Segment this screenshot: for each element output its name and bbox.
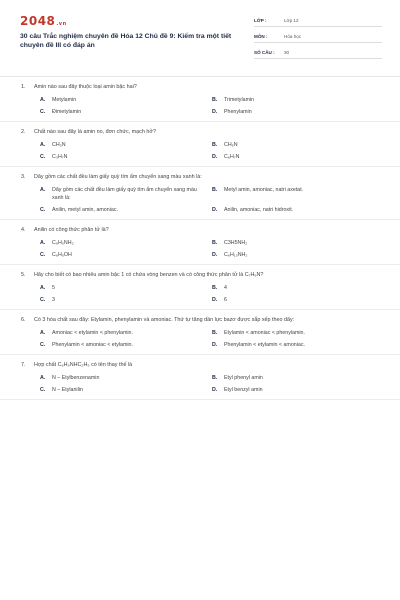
option-text: C₆H₅OH	[52, 252, 72, 258]
question-number: 4.	[21, 227, 26, 233]
option-letter: D.	[212, 154, 218, 160]
meta-value: 30	[284, 50, 290, 55]
option-text: Phenylamin	[224, 109, 252, 115]
option-text: Etyl benzyl amin	[224, 387, 263, 393]
option-text: N – Etylanilin	[52, 387, 83, 393]
option-text: C₆H₁₃NH₂	[224, 252, 248, 258]
option-c[interactable]	[40, 206, 212, 214]
question-item	[0, 220, 400, 265]
option-letter: A.	[40, 285, 46, 291]
option-d[interactable]	[212, 251, 384, 259]
option-b[interactable]	[212, 374, 384, 382]
option-d[interactable]	[212, 206, 384, 214]
option-text: Phenylamin < amoniac < etylamin.	[52, 342, 133, 348]
question-text: 4. Anilin có công thức phân tử là?	[21, 227, 109, 233]
option-letter: D.	[212, 109, 218, 115]
option-a[interactable]	[40, 284, 212, 292]
option-b[interactable]	[212, 186, 384, 202]
option-text: CH₃N	[52, 142, 66, 148]
question-item	[0, 167, 400, 220]
option-text: 5	[52, 285, 55, 291]
option-text: Metylamin	[52, 97, 77, 103]
option-text: Etylamin < amoniac < phenylamin.	[224, 330, 305, 336]
option-c[interactable]	[40, 341, 212, 349]
question-text: 2. Chất nào sau đây là amin no, đơn chức, mạch hở?	[21, 129, 156, 135]
option-c[interactable]	[40, 251, 212, 259]
option-letter: B.	[212, 330, 218, 336]
option-text: Đimetylamin	[52, 109, 82, 115]
question-number: 2.	[21, 129, 26, 135]
question-number: 7.	[21, 362, 26, 368]
option-letter: D.	[212, 297, 218, 303]
option-letter: B.	[212, 240, 218, 246]
option-a[interactable]	[40, 239, 212, 247]
option-a[interactable]	[40, 96, 212, 104]
question-item	[0, 310, 400, 355]
question-item	[0, 122, 400, 167]
option-letter: C.	[40, 342, 46, 348]
option-text: N – Etylbenzenamin	[52, 375, 100, 381]
option-c[interactable]	[40, 153, 212, 161]
option-letter: C.	[40, 252, 46, 258]
question-text: 1. Amin nào sau đây thuộc loại amin bậc hai?	[21, 84, 137, 90]
option-letter: A.	[40, 375, 46, 381]
option-letter: A.	[40, 142, 46, 148]
option-d[interactable]	[212, 108, 384, 116]
option-b[interactable]	[212, 96, 384, 104]
question-number: 6.	[21, 317, 26, 323]
option-letter: D.	[212, 252, 218, 258]
option-text: Anilin, amoniac, natri hidroxit.	[224, 207, 294, 213]
option-text: 6	[224, 297, 227, 303]
option-text: C₆H₅NH₂	[52, 240, 74, 246]
option-d[interactable]	[212, 386, 384, 394]
question-number: 3.	[21, 174, 26, 180]
option-b[interactable]	[212, 239, 384, 247]
option-b[interactable]	[212, 329, 384, 337]
document-title: 30 câu Trắc nghiệm chuyên đề Hóa 12 Chủ đề 9: Kiểm tra một tiết chuyên đề III có đáp án	[20, 33, 232, 49]
meta-question-count	[254, 47, 382, 59]
option-b[interactable]	[212, 284, 384, 292]
meta-label: LỚP :	[254, 18, 267, 23]
option-text: Amoniac < etylamin < phenylamin.	[52, 330, 133, 336]
question-text: 7. Hợp chất C₆H₅NHC₂H₅ có tên thay thế là	[21, 362, 133, 368]
option-letter: C.	[40, 387, 46, 393]
site-logo[interactable]	[20, 14, 67, 28]
option-c[interactable]	[40, 386, 212, 394]
option-text: 3	[52, 297, 55, 303]
option-letter: A.	[40, 97, 46, 103]
option-text: 4	[224, 285, 227, 291]
option-letter: D.	[212, 387, 218, 393]
option-letter: B.	[212, 285, 218, 291]
option-letter: C.	[40, 207, 46, 213]
meta-label: SỐ CÂU :	[254, 50, 275, 55]
option-letter: C.	[40, 297, 46, 303]
option-a[interactable]	[40, 141, 212, 149]
option-letter: B.	[212, 97, 218, 103]
option-text: Dãy gồm các chất đều làm giấy quỳ tím ẩm chuyển sang màu xanh là:	[52, 187, 197, 201]
option-text: Trimetylamin	[224, 97, 255, 103]
option-a[interactable]	[40, 329, 212, 337]
option-text: Anilin, metyl amin, amoniac.	[52, 207, 118, 213]
meta-value: Lớp 12	[284, 18, 299, 23]
option-b[interactable]	[212, 141, 384, 149]
option-a[interactable]	[40, 374, 212, 382]
option-letter: D.	[212, 342, 218, 348]
option-c[interactable]	[40, 296, 212, 304]
option-text: Metyl amin, amoniac, natri axetat.	[224, 187, 304, 193]
option-a[interactable]	[40, 186, 212, 202]
option-letter: D.	[212, 207, 218, 213]
option-letter: B.	[212, 142, 218, 148]
question-number: 1.	[21, 84, 26, 90]
option-text: C3H5NH₂	[224, 240, 248, 246]
option-letter: A.	[40, 187, 46, 193]
question-item	[0, 77, 400, 122]
meta-label: MÔN :	[254, 34, 268, 39]
option-letter: A.	[40, 330, 46, 336]
question-item	[0, 355, 400, 400]
page-header	[0, 0, 400, 76]
option-c[interactable]	[40, 108, 212, 116]
logo-main: 2048	[20, 14, 56, 28]
option-text: C₃H₇N	[52, 154, 68, 160]
option-text: CH₅N	[224, 142, 238, 148]
question-text: 6. Có 3 hóa chất sau đây: Etylamin, phenylamin và amoniac. Thứ tự tăng dần lực bazơ được sắp xếp theo dãy:	[21, 317, 295, 323]
question-number: 5.	[21, 272, 26, 278]
meta-value: Hóa học	[284, 34, 302, 39]
meta-class	[254, 15, 382, 27]
option-letter: B.	[212, 187, 218, 193]
option-d[interactable]	[212, 341, 384, 349]
meta-subject	[254, 31, 382, 43]
option-text: Etyl phenyl amin	[224, 375, 263, 381]
question-text: 5. Hãy cho biết có bao nhiêu amin bậc 1 có chứa vòng benzen và có công thức phân tử là C₇H₉N?	[21, 272, 264, 278]
option-letter: A.	[40, 240, 46, 246]
option-d[interactable]	[212, 153, 384, 161]
logo-suffix: .vn	[56, 21, 67, 27]
option-text: C₆H₇N	[224, 154, 240, 160]
question-item	[0, 265, 400, 310]
option-d[interactable]	[212, 296, 384, 304]
option-text: Phenylamin < etylamin < amoniac.	[224, 342, 305, 348]
question-text: 3. Dãy gồm các chất đều làm giấy quỳ tím ẩm chuyển sang màu xanh là:	[21, 174, 202, 180]
question-list	[0, 77, 400, 400]
option-letter: C.	[40, 154, 46, 160]
option-letter: B.	[212, 375, 218, 381]
option-letter: C.	[40, 109, 46, 115]
